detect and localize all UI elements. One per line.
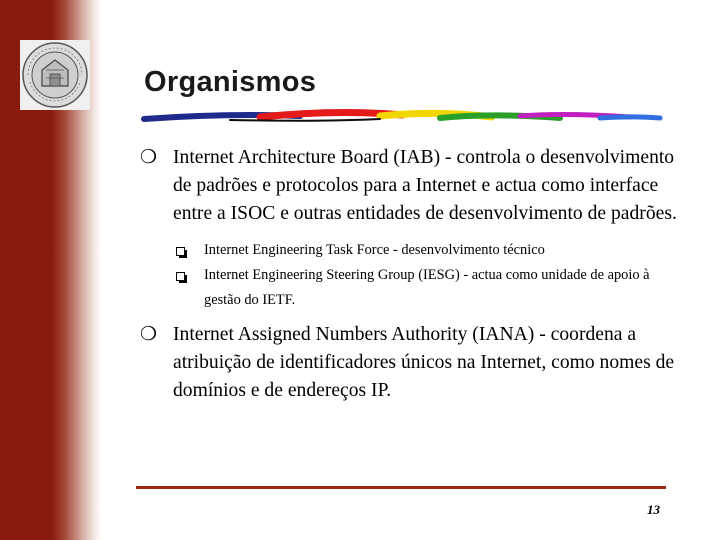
square-bullet-icon — [176, 247, 185, 256]
slide-content — [140, 144, 680, 405]
circle-bullet-icon: ❍ — [140, 323, 158, 345]
subbullet-item-iesg — [140, 263, 680, 313]
subbullet-item-ietf — [140, 238, 680, 263]
square-bullet-icon — [176, 272, 185, 281]
subbullet-list — [140, 238, 680, 313]
slide-title: Organismos — [144, 66, 317, 98]
footer-rule — [136, 486, 666, 489]
subbullet-text: Internet Engineering Steering Group (IESG) - actua como unidade de apoio à gestão do IETF. — [204, 267, 650, 308]
bullet-text: Internet Architecture Board (IAB) - controla o desenvolvimento de padrões e protocolos para a Internet e actua como interface entre a ISOC e outras entidades de desenvolvimento de padrões. — [173, 147, 677, 224]
circle-bullet-icon: ❍ — [140, 146, 158, 168]
page-number: 13 — [647, 502, 660, 517]
university-seal-icon — [20, 40, 90, 110]
bullet-item-iab — [140, 144, 680, 228]
bullet-item-iana — [140, 321, 680, 405]
color-brush-stroke-divider — [140, 106, 666, 128]
subbullet-text: Internet Engineering Task Force - desenvolvimento técnico — [204, 242, 545, 258]
bullet-text: Internet Assigned Numbers Authority (IANA) - coordena a atribuição de identificadores únicos na Internet, como nomes de domínios e de endereços IP. — [173, 324, 675, 401]
